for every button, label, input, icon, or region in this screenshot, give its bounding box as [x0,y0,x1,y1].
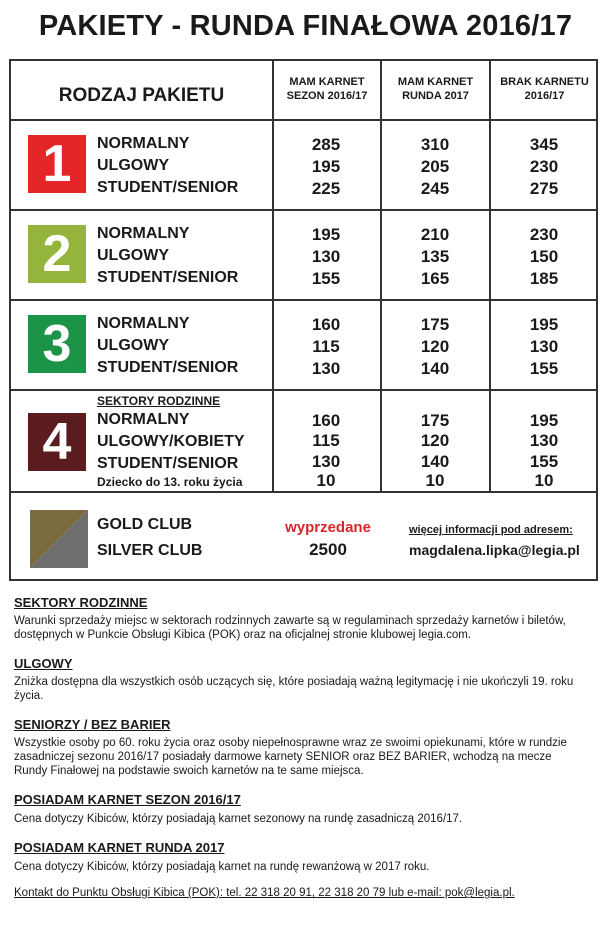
package-4-section-label: SEKTORY RODZINNE [97,394,221,408]
package-3-reduced-label: ULGOWY [97,337,169,354]
col-divider [489,61,491,491]
price-cell: 285 [311,135,341,154]
package-1-badge: 1 [28,135,86,193]
price-cell: 195 [529,411,559,430]
price-cell: 115 [312,337,340,356]
package-4-normal-label: NORMALNY [97,411,190,428]
price-cell: 245 [420,179,450,198]
price-cell: 195 [529,315,559,334]
price-cell: 130 [311,359,341,378]
price-cell: 155 [311,269,341,288]
club-color-swatch [30,510,88,568]
note-heading-family-sectors: SEKTORY RODZINNE [14,595,148,610]
price-cell: 175 [420,315,450,334]
package-4-student-label: STUDENT/SENIOR [97,455,239,472]
price-cell: 195 [311,225,341,244]
price-cell: 175 [420,411,450,430]
price-cell: 10 [425,471,445,490]
note-heading-round-pass: POSIADAM KARNET RUNDA 2017 [14,840,225,855]
price-cell: 345 [529,135,559,154]
note-text-reduced: Zniżka dostępna dla wszystkich osób uczących się, które posiadają ważną legitymację i nie ukończyli 19. roku życia. [14,676,574,702]
row-divider [11,299,596,301]
note-text-family-sectors: Warunki sprzedaży miejsc w sektorach rodzinnych zawarte są w regulaminach sprzedaży karnetów i biletów, dostępnych w Punkcie Obsługi Kibica (POK) oraz na oficjalnej stronie klubowej legia.com. [14,615,566,641]
package-3-badge: 3 [28,315,86,373]
more-info-label: więcej informacji pod adresem: [409,524,573,536]
package-4-reduced-label: ULGOWY/KOBIETY [97,433,245,450]
price-cell: 140 [420,452,450,471]
price-cell: 10 [534,471,554,490]
price-cell: 195 [311,157,341,176]
col-divider [380,61,382,491]
header-line: BRAK KARNETU [500,76,589,88]
note-text-seniors: Wszystkie osoby po 60. roku życia oraz osoby niepełnosprawne wraz ze swoimi opiekunami, które w rundzie zasadniczej sezonu 2016/17 posiadały darmowe karnety SENIOR oraz BEZ BARIER, wchodzą na mecze Rundy Finałowej na podstawie swoich karnetów na te same miejsca. [14,737,567,777]
header-line: MAM KARNET [397,76,474,88]
price-cell: 275 [529,179,559,198]
price-cell: 130 [311,247,341,266]
header-season-pass [274,75,380,103]
package-2-student-label: STUDENT/SENIOR [97,269,239,286]
package-2-normal-label: NORMALNY [97,225,190,242]
package-2-reduced-label: ULGOWY [97,247,169,264]
price-cell: 160 [311,315,341,334]
note-heading-seniors: SENIORZY / BEZ BARIER [14,717,171,732]
price-cell: 135 [420,247,450,266]
package-2-badge: 2 [28,225,86,283]
note-heading-season-pass: POSIADAM KARNET SEZON 2016/17 [14,792,241,807]
package-1-reduced-label: ULGOWY [97,157,169,174]
price-cell: 185 [529,269,559,288]
package-4-child-label: Dziecko do 13. roku życia [97,475,243,489]
package-1-normal-label: NORMALNY [97,135,190,152]
header-round-pass [382,75,489,103]
price-cell: 160 [311,411,341,430]
price-cell: 115 [312,431,340,450]
gold-silver-swatch-icon [30,510,88,568]
silver-club-price: 2500 [309,540,347,559]
price-cell: 310 [420,135,450,154]
gold-club-label: GOLD CLUB [97,516,193,533]
price-cell: 120 [420,431,450,450]
contact-email-link[interactable]: magdalena.lipka@legia.pl [409,542,580,558]
row-divider [11,119,596,121]
header-no-pass [491,75,598,103]
price-cell: 155 [529,452,559,471]
price-cell: 120 [420,337,450,356]
price-cell: 165 [420,269,450,288]
price-cell: 205 [420,157,450,176]
note-heading-reduced: ULGOWY [14,656,73,671]
price-cell: 10 [316,471,336,490]
header-line: MAM KARNET [289,76,365,88]
page-title: PAKIETY - RUNDA FINAŁOWA 2016/17 [38,10,573,42]
contact-footer: Kontakt do Punktu Obsługi Kibica (POK): tel. 22 318 20 91, 22 318 20 79 lub e-mail: pok@legia.pl. [14,887,515,899]
package-1-student-label: STUDENT/SENIOR [97,179,239,196]
price-cell: 210 [420,225,450,244]
price-cell: 130 [529,337,559,356]
row-divider [11,491,596,493]
package-4-badge: 4 [28,413,86,471]
price-cell: 140 [420,359,450,378]
col-divider [272,61,274,491]
note-text-season-pass: Cena dotyczy Kibiców, którzy posiadają karnet sezonowy na rundę zasadniczą 2016/17. [14,813,463,825]
price-table [9,59,598,581]
note-text-round-pass: Cena dotyczy Kibiców, którzy posiadają karnet na rundę rewanżową w 2017 roku. [14,861,430,873]
package-3-student-label: STUDENT/SENIOR [97,359,239,376]
price-cell: 225 [311,179,341,198]
row-divider [11,389,596,391]
package-3-normal-label: NORMALNY [97,315,190,332]
header-package-type: RODZAJ PAKIETU [58,85,225,106]
header-line: SEZON 2016/17 [286,90,368,102]
header-line: RUNDA 2017 [402,90,469,102]
price-cell: 130 [311,452,341,471]
price-cell: 230 [529,157,559,176]
row-divider [11,209,596,211]
price-cell: 155 [529,359,559,378]
price-cell: 150 [529,247,559,266]
price-cell: 230 [529,225,559,244]
price-cell: 130 [529,431,559,450]
header-line: 2016/17 [524,90,565,102]
gold-club-status: wyprzedane [285,519,371,536]
silver-club-label: SILVER CLUB [97,542,203,559]
